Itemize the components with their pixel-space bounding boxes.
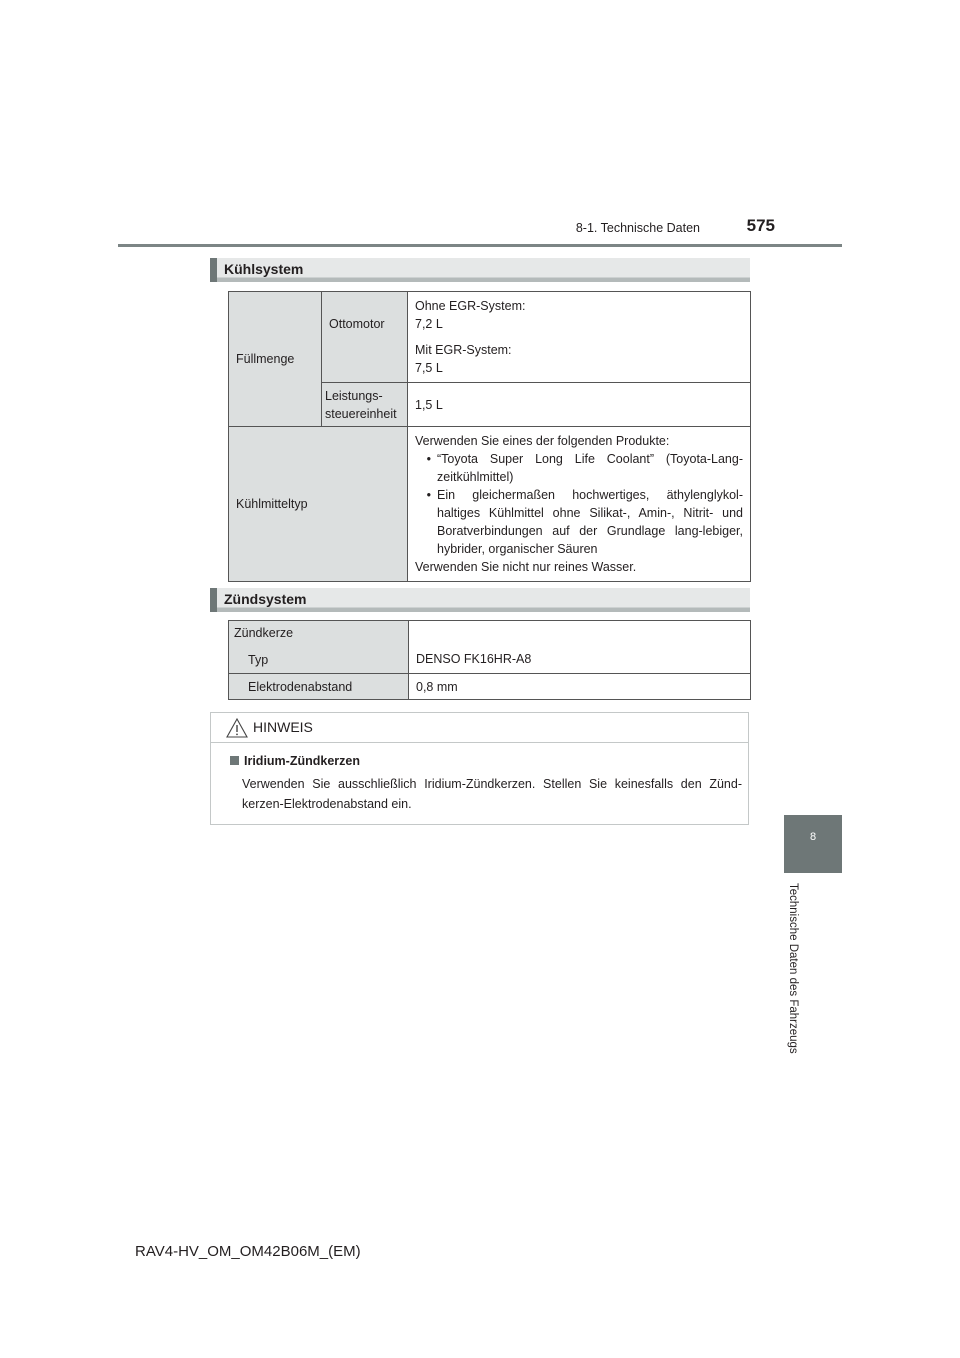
chapter-title: Technische Daten des Fahrzeugs	[787, 883, 799, 1054]
coolant-bullet-text: “Toyota Super Long Life Coolant” (Toyota-Lang-zeitkühlmittel)	[437, 452, 743, 484]
coolant-value-cell	[408, 427, 751, 582]
chapter-number: 8	[809, 831, 817, 843]
power-label-line: Leistungs-	[325, 388, 383, 403]
warning-triangle-icon	[225, 717, 249, 739]
section-accent	[210, 588, 217, 612]
power-label-line: steuereinheit	[325, 406, 397, 421]
cooling-spec-table	[228, 291, 751, 582]
gap-value-cell	[409, 674, 751, 700]
bullet-glyph: •	[426, 452, 431, 466]
engine-value-line: 7,2 L	[415, 317, 443, 331]
list-item	[415, 450, 743, 486]
document-code: RAV4-HV_OM_OM42B06M_(EM)	[135, 1243, 361, 1260]
notice-box	[210, 712, 749, 825]
engine-value-cell	[408, 292, 751, 383]
fill-label: Füllmenge	[236, 352, 295, 366]
power-value-cell	[408, 383, 751, 427]
coolant-outro: Verwenden Sie nicht nur reines Wasser.	[415, 560, 637, 574]
type-value-cell	[409, 621, 751, 674]
power-value: 1,5 L	[415, 397, 443, 412]
gap-value: 0,8 mm	[416, 679, 458, 694]
notice-header	[211, 713, 748, 743]
ignition-spec-table	[228, 620, 751, 700]
section-heading-cooling	[210, 258, 750, 282]
type-label: Typ	[248, 653, 269, 667]
section-title: Kühlsystem	[224, 261, 304, 277]
coolant-label: Kühlmitteltyp	[236, 497, 308, 511]
square-bullet-icon	[230, 756, 239, 765]
engine-value-line: 7,5 L	[415, 361, 443, 375]
fill-label-cell	[229, 292, 322, 427]
spark-plug-label: Zündkerze	[234, 626, 294, 640]
coolant-intro: Verwenden Sie eines der folgenden Produkte:	[415, 434, 670, 448]
engine-label: Ottomotor	[329, 316, 385, 331]
gap-label: Elektrodenabstand	[248, 679, 353, 694]
gap-label-cell	[229, 674, 409, 700]
spark-plug-label-cell	[229, 621, 409, 674]
section-title: Zündsystem	[224, 591, 307, 607]
header-rule	[118, 244, 842, 247]
notice-title-row	[230, 754, 360, 768]
notice-text: Verwenden Sie ausschließlich Iridium-Zündkerzen. Stellen Sie keinesfalls den Zünd-kerzen-Elektrodenabstand ein.	[242, 777, 742, 811]
coolant-bullet-text: Ein gleichermaßen hochwertiges, äthylenglykol-haltiges Kühlmittel ohne Silikat-, Amin-, Nitrit- und Boratverbindungen auf der Grundlage lang-lebiger, hybrider, organischer Säuren	[437, 488, 743, 556]
engine-value-line: Mit EGR-System:	[415, 343, 512, 357]
chapter-tab	[784, 815, 842, 873]
type-value: DENSO FK16HR-A8	[416, 652, 532, 666]
engine-value-line: Ohne EGR-System:	[415, 299, 526, 313]
section-accent	[210, 258, 217, 282]
section-heading-ignition	[210, 588, 750, 612]
coolant-label-cell	[229, 427, 408, 582]
bullet-glyph: •	[426, 488, 431, 502]
power-label-cell	[322, 383, 408, 427]
chapter-title-vertical	[787, 883, 805, 1075]
notice-title: Iridium-Zündkerzen	[244, 754, 360, 768]
list-item	[415, 486, 743, 558]
engine-label-cell	[322, 292, 408, 383]
header-section-title: 8-1. Technische Daten	[575, 221, 700, 235]
notice-label: HINWEIS	[253, 719, 313, 735]
page-number: 575	[746, 216, 775, 235]
